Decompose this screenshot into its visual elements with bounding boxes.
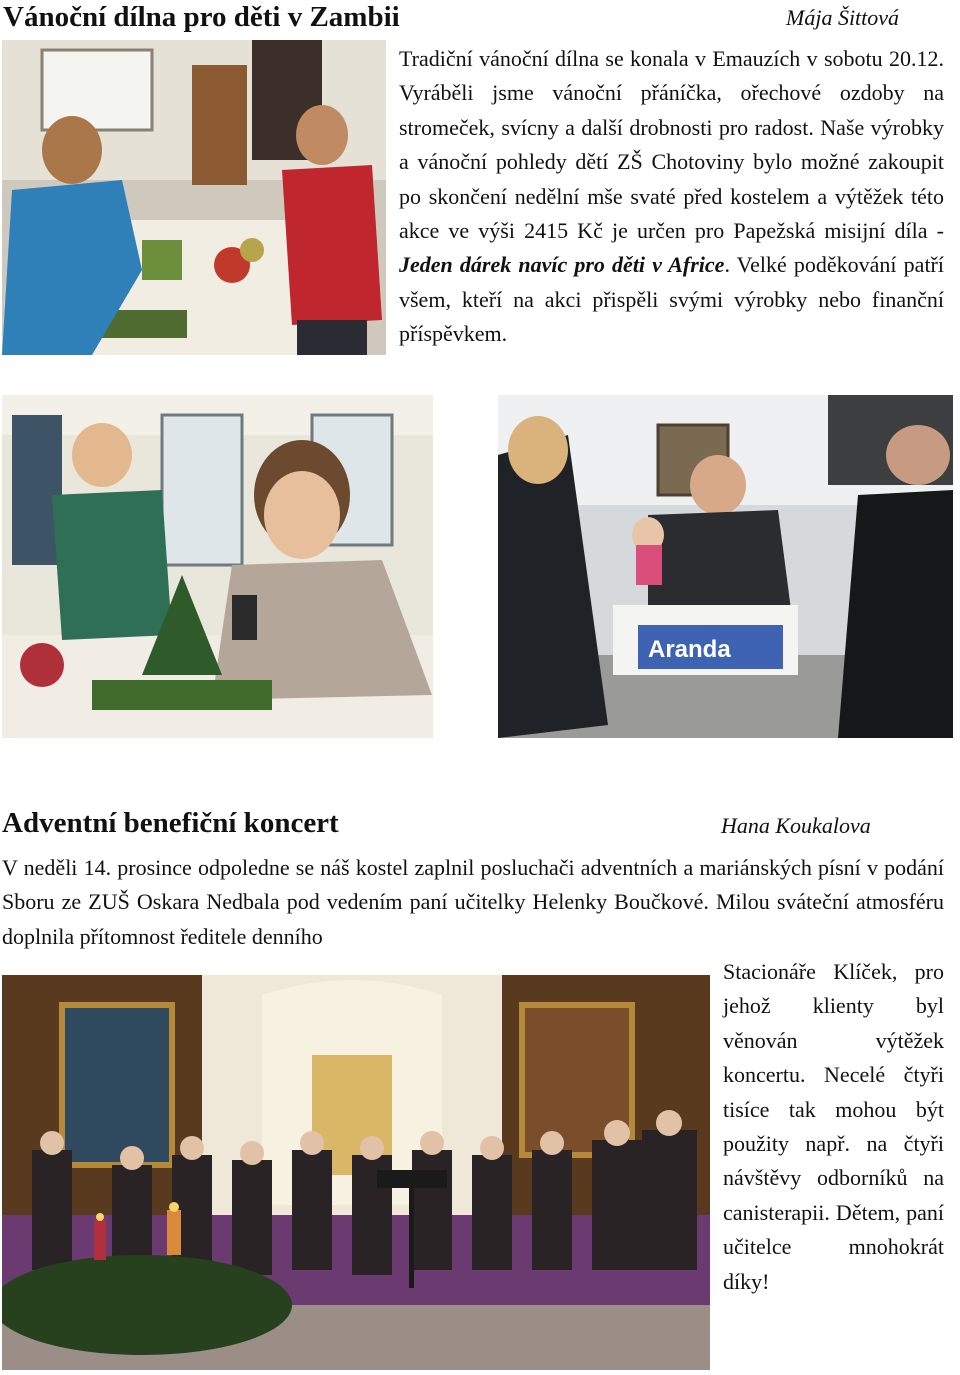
article2-text-full: V neděli 14. prosince odpoledne se náš kostel zaplnil posluchači adventních a mariánských písní v podání Sboru ze ZUŠ Oskara Nedbala pod vedením paní učitelky Helenky Boučkové. Milou sváteční atmosféru doplnila přítomnost ředitele denního [2, 855, 944, 949]
photo-christmas-workshop [2, 40, 386, 355]
article1-author: Mája Šittová [786, 5, 900, 30]
article1-text-emphasis: Jeden dárek navíc pro děti v Africe [399, 252, 725, 278]
article2-body-full [2, 851, 944, 954]
photo-church-sale [498, 395, 953, 738]
photo-workshop-image [2, 40, 386, 355]
photo-crafting-image [2, 395, 433, 738]
article1-title: Vánoční dílna pro děti v Zambii [3, 1, 400, 33]
photo-church-concert [2, 975, 710, 1370]
photo-children-crafting [2, 395, 433, 738]
article1-paragraph [399, 42, 944, 352]
article2-title: Adventní benefiční koncert [2, 807, 339, 839]
article1-text-part1: Tradiční vánoční dílna se konala v Emauzích v sobotu 20.12. Vyráběli jsme vánoční přáníčka, ořechové ozdoby na stromeček, svícny a další drobnosti pro radost. Naše výrobky a vánoční pohledy dětí ZŠ Chotoviny bylo možné zakoupit po skončení nedělní mše svaté před kostelem a výtěžek této akce ve výši 2415 Kč je určen pro Papežská misijní díla - [399, 46, 944, 244]
article1-body [399, 42, 944, 352]
photo-sale-image [498, 395, 953, 738]
article2-text-side: Stacionáře Klíček, pro jehož klienty byl věnován výtěžek koncertu. Necelé čtyři tisíce tak mohou být použity např. na čtyři návštěvy odborníků na canisterapii. Dětem, paní učitelce mnohokrát díky! [723, 959, 944, 1294]
article1-text-part2: . Velké poděkování patří všem, kteří na akci přispěli svými výrobky nebo finanční příspěvkem. [399, 252, 944, 347]
photo-concert-image [2, 975, 710, 1370]
article2-body-side [723, 955, 944, 1299]
article2-author: Hana Koukalova [721, 813, 871, 838]
box-brand-label: Aranda [648, 636, 731, 663]
